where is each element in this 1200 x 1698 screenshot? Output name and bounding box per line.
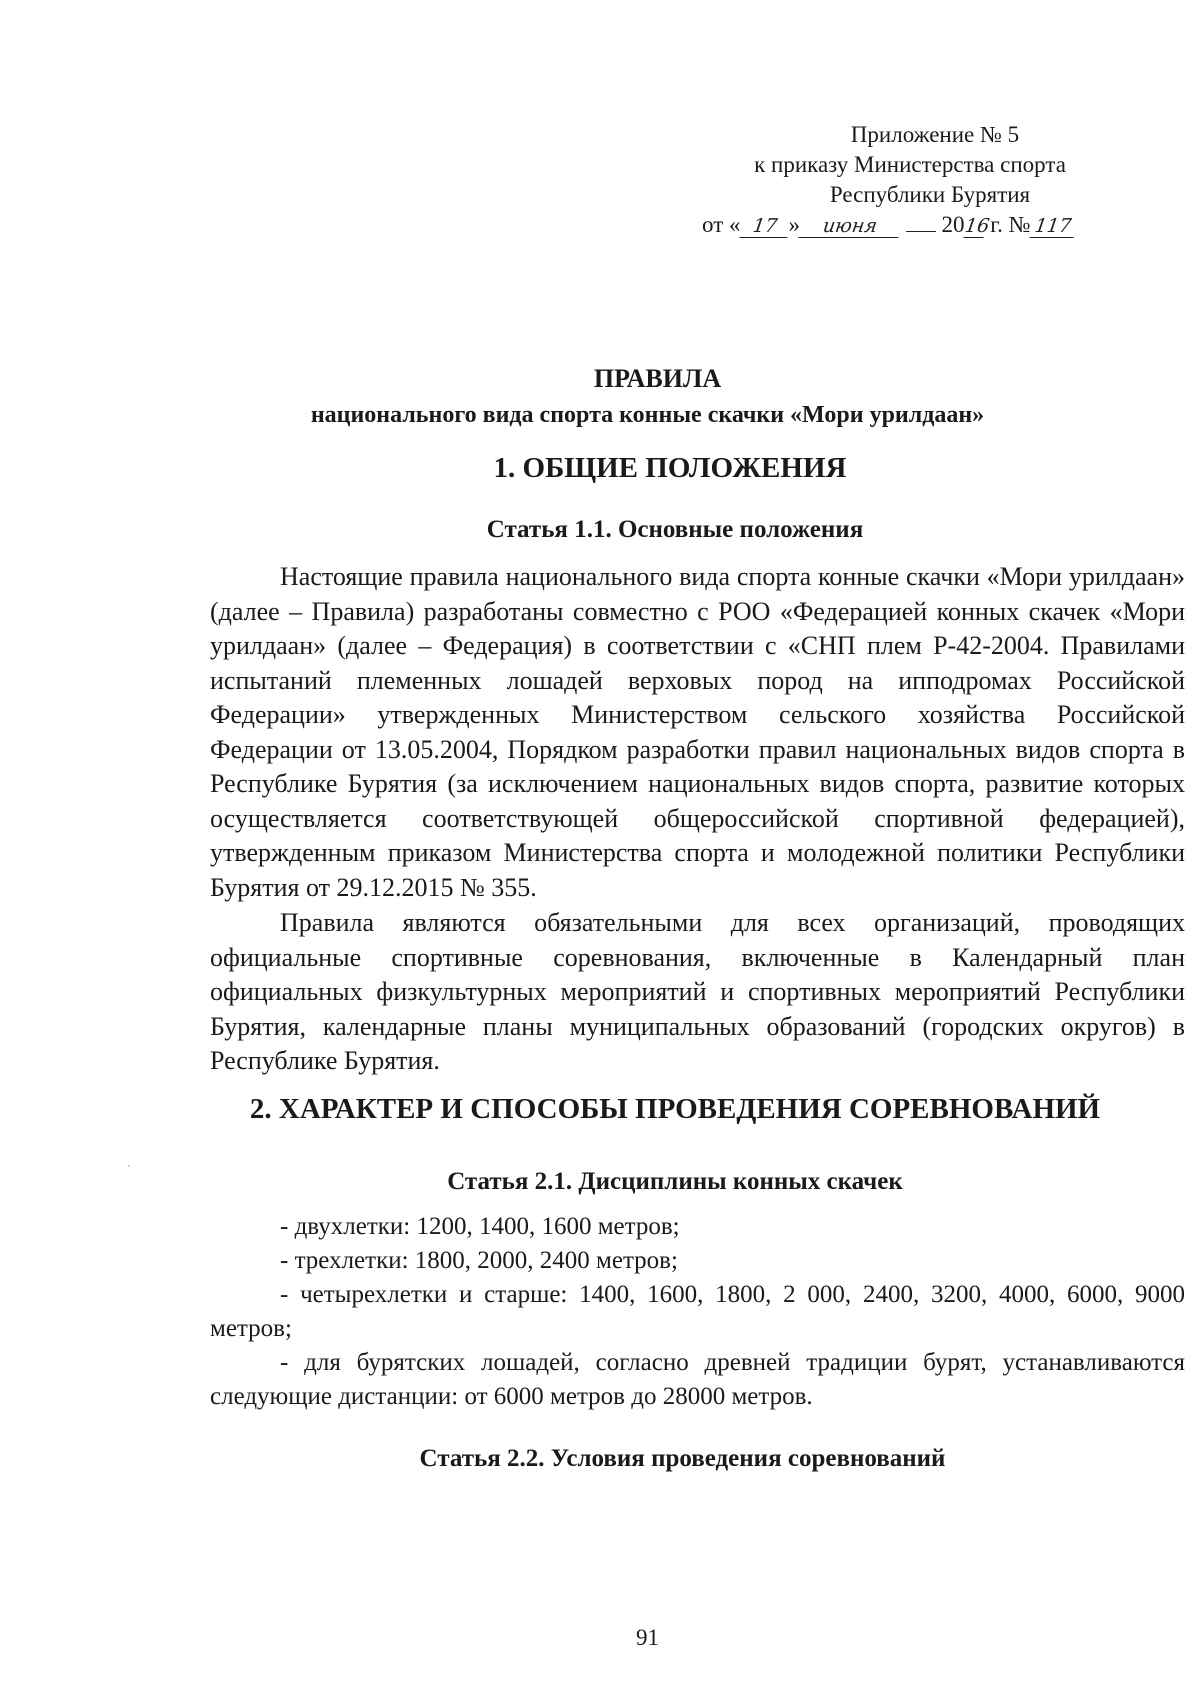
section-1-heading: 1. ОБЩИЕ ПОЛОЖЕНИЯ — [493, 452, 847, 484]
list-item: - двухлетки: 1200, 1400, 1600 метров; — [280, 1213, 680, 1240]
handwritten-year: 16 — [963, 215, 991, 237]
article-2-2-heading: Статья 2.2. Условия проведения соревнований — [419, 1445, 946, 1472]
section-2-heading: 2. ХАРАКТЕР И СПОСОБЫ ПРОВЕДЕНИЯ СОРЕВНОВАНИЙ — [249, 1093, 1101, 1125]
date-mid: » — [788, 212, 800, 237]
handwritten-order-number: 117 — [1029, 215, 1076, 238]
list-item: - трехлетки: 1800, 2000, 2400 метров; — [280, 1247, 678, 1274]
annex-republic: Республики Бурятия — [829, 182, 1031, 207]
annex-block — [700, 120, 1120, 240]
section-1-paragraph-1 — [210, 560, 1185, 905]
year-prefix: 20 — [941, 212, 965, 237]
article-2-1-heading: Статья 2.1. Дисциплины конных скачек — [447, 1168, 903, 1195]
paragraph-text: Правила являются обязательными для всех организаций, проводящих официальные спортивные соревнования, включенные в Календарный план официальных физкультурных мероприятий и спортивных мероприятий Республики Бурятия, календарные планы муниципальных образований (городских округов) в Республике Бурятия. — [210, 908, 1185, 1075]
annex-order-ref: к приказу Министерства спорта — [754, 152, 1066, 177]
article-1-1-heading: Статья 1.1. Основные положения — [486, 516, 864, 543]
annex-number: Приложение № 5 — [850, 122, 1020, 147]
annex-date-line — [700, 210, 1120, 240]
list-item: - четырехлетки и старше: 1400, 1600, 1800, 2 000, 2400, 3200, 4000, 6000, 9000 метров; — [210, 1281, 1185, 1342]
handwritten-month: июня — [798, 215, 901, 238]
page-number: 91 — [636, 1625, 659, 1650]
document-subtitle: национального вида спорта конные скачки «Мори урилдаан» — [310, 402, 985, 428]
section-1-paragraph-2 — [210, 906, 1185, 1079]
year-tail: г. № — [990, 212, 1031, 237]
scan-speck — [128, 1165, 130, 1167]
list-item: - для бурятских лошадей, согласно древней традиции бурят, устанавливаются следующие дистанции: от 6000 метров до 28000 метров. — [210, 1349, 1185, 1410]
document-title: ПРАВИЛА — [593, 364, 722, 393]
date-prefix: от « — [702, 212, 741, 237]
handwritten-day: 17 — [739, 215, 790, 238]
paragraph-text: Настоящие правила национального вида спорта конные скачки «Мори урилдаан» (далее – Правила) разработаны совместно с РОО «Федерацией конных скачек «Мори урилдаан» (далее – Федерация) в соответствии с «СНП плем Р-42-2004. Правилами испытаний племенных лошадей верховых пород на ипподромах Российской Федерации» утвержденных Министерством сельского хозяйства Российской Федерации от 13.05.2004, Порядком разработки правил национальных видов спорта в Республике Бурятия (за исключением национальных видов спорта, развитие которых осуществляется соответствующей общероссийской спортивной федерацией), утвержденным приказом Министерства спорта и молодежной политики Республики Бурятия от 29.12.2015 № 355. — [210, 562, 1185, 902]
